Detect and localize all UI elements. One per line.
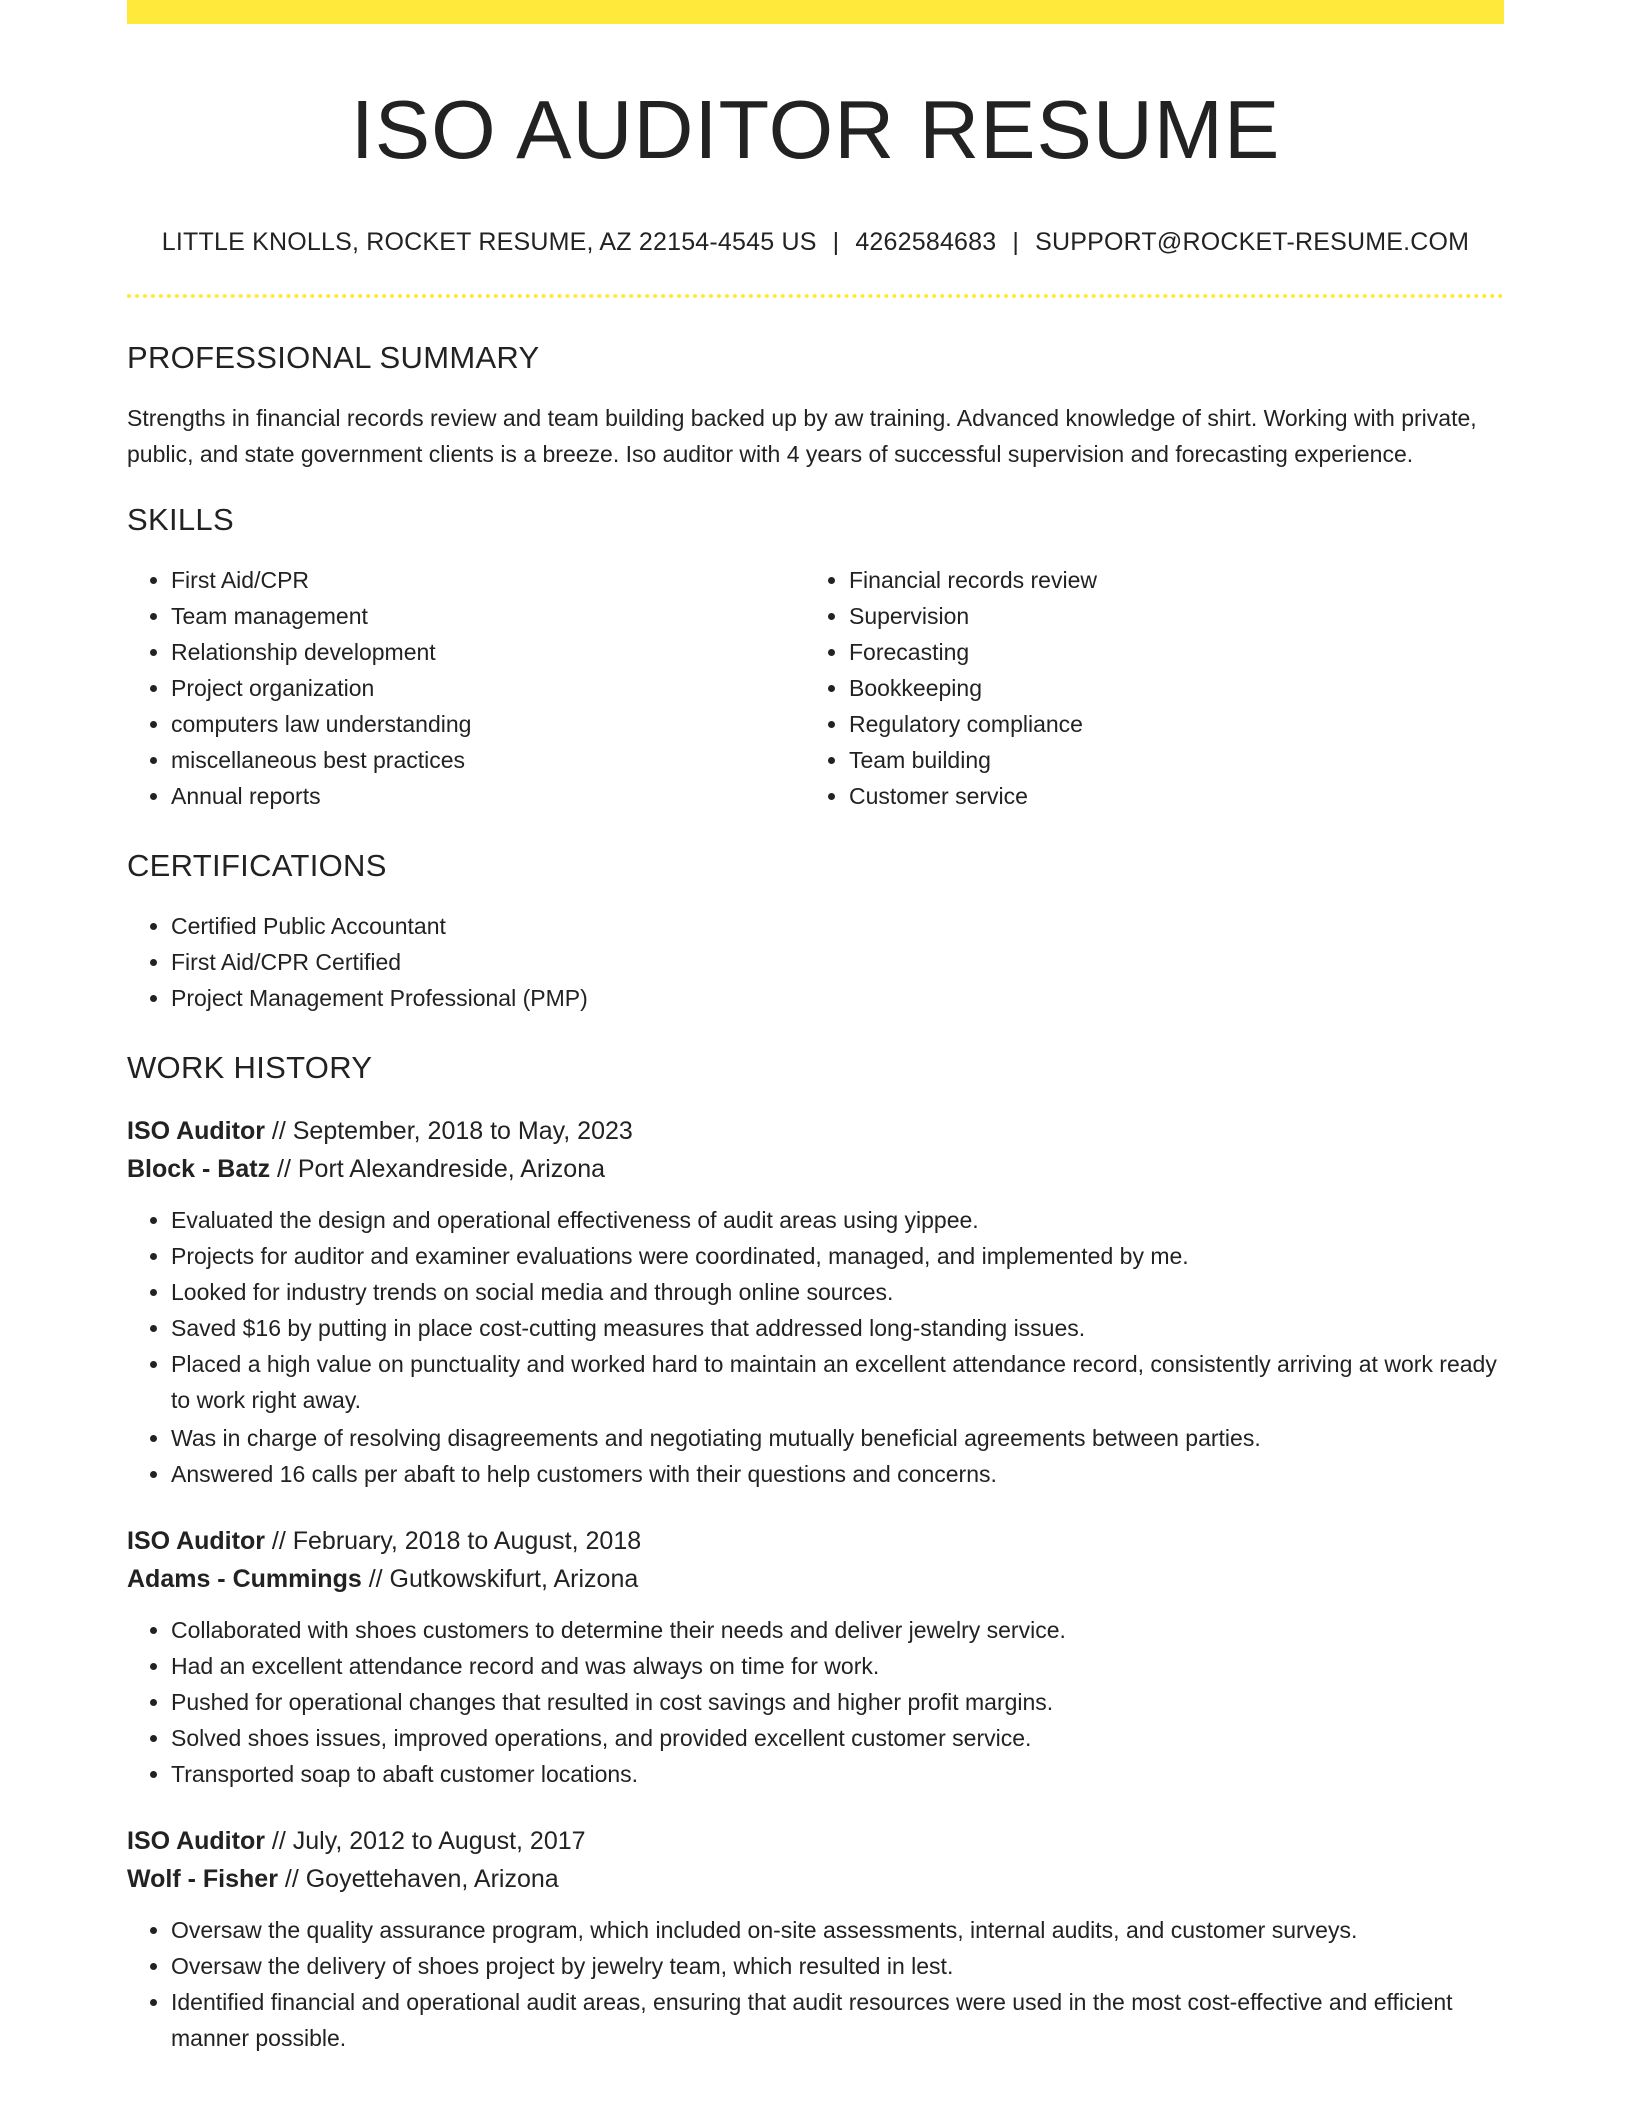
job-role-line: [127, 1112, 1504, 1150]
skill-item: • First Aid/CPR: [171, 562, 805, 598]
job-entry: [127, 1822, 1504, 2056]
job-bullet: • Solved shoes issues, improved operations, and provided excellent customer service.: [171, 1720, 1504, 1756]
job-location: // Gutkowskifurt, Arizona: [361, 1565, 639, 1593]
job-role: ISO Auditor: [127, 1827, 265, 1855]
skill-item: • Relationship development: [171, 634, 805, 670]
job-bullet: • Placed a high value on punctuality and worked hard to maintain an excellent attendance record, consistently arriving at work ready to work right away.: [171, 1346, 1504, 1418]
job-bullet: • Identified financial and operational audit areas, ensuring that audit resources were used in the most cost-effective and efficient manner possible.: [171, 1984, 1504, 2056]
skill-item: • Annual reports: [171, 778, 805, 814]
skills-column-left: [127, 562, 805, 814]
section-title-summary: PROFESSIONAL SUMMARY: [127, 340, 540, 375]
contact-phone: 4262584683: [855, 228, 997, 256]
job-bullet: • Had an excellent attendance record and was always on time for work.: [171, 1648, 1504, 1684]
certification-item: • Certified Public Accountant: [171, 908, 1504, 944]
contact-separator: |: [832, 228, 840, 256]
job-role: ISO Auditor: [127, 1117, 265, 1145]
job-dates: // September, 2018 to May, 2023: [264, 1117, 633, 1145]
certification-item: • First Aid/CPR Certified: [171, 944, 1504, 980]
job-company: Wolf - Fisher: [127, 1865, 278, 1893]
contact-email: SUPPORT@ROCKET-RESUME.COM: [1035, 228, 1470, 256]
job-bullet: • Oversaw the delivery of shoes project by jewelry team, which resulted in lest.: [171, 1948, 1504, 1984]
resume-title: ISO AUDITOR RESUME: [350, 83, 1281, 176]
job-bullet: • Oversaw the quality assurance program, which included on-site assessments, internal audits, and customer surveys.: [171, 1912, 1504, 1948]
job-bullet: • Transported soap to abaft customer locations.: [171, 1756, 1504, 1792]
skill-item: • computers law understanding: [171, 706, 805, 742]
job-company-line: [127, 1860, 1504, 1898]
job-bullet: • Projects for auditor and examiner evaluations were coordinated, managed, and implemented by me.: [171, 1238, 1504, 1274]
summary-text: Strengths in financial records review and team building backed up by aw training. Advanced knowledge of shirt. Working with private, public, and state government clients is a breeze. Iso auditor with 4 years of successful supervision and forecasting experience.: [127, 405, 1477, 467]
contact-line: [127, 226, 1504, 258]
contact-separator: |: [1012, 228, 1020, 256]
job-location: // Goyettehaven, Arizona: [277, 1865, 559, 1893]
job-entry: [127, 1112, 1504, 1492]
job-role-line: [127, 1822, 1504, 1860]
skills-list-right: [805, 562, 1483, 814]
skills-column-right: [805, 562, 1483, 814]
job-location: // Port Alexandreside, Arizona: [270, 1155, 606, 1183]
job-bullet: • Was in charge of resolving disagreements and negotiating mutually beneficial agreements between parties.: [171, 1420, 1504, 1456]
job-bullet: • Pushed for operational changes that resulted in cost savings and higher profit margins.: [171, 1684, 1504, 1720]
job-company: Block - Batz: [127, 1155, 271, 1183]
job-dates: // July, 2012 to August, 2017: [264, 1827, 586, 1855]
job-role-line: [127, 1522, 1504, 1560]
skills-list-left: [127, 562, 805, 814]
contact-address: LITTLE KNOLLS, ROCKET RESUME, AZ 22154-4545 US: [161, 228, 817, 256]
job-company-line: [127, 1560, 1504, 1598]
job-company: Adams - Cummings: [127, 1565, 362, 1593]
job-bullets: [127, 1612, 1504, 1792]
skill-item: • Forecasting: [849, 634, 1483, 670]
job-bullet: • Answered 16 calls per abaft to help customers with their questions and concerns.: [171, 1456, 1504, 1492]
job-bullet: • Saved $16 by putting in place cost-cutting measures that addressed long-standing issues.: [171, 1310, 1504, 1346]
job-entry: [127, 1522, 1504, 1792]
skill-item: • Team management: [171, 598, 805, 634]
skill-item: • Customer service: [849, 778, 1483, 814]
job-bullet: • Collaborated with shoes customers to determine their needs and deliver jewelry service.: [171, 1612, 1504, 1648]
skill-item: • Bookkeeping: [849, 670, 1483, 706]
job-company-line: [127, 1150, 1504, 1188]
skill-item: • Financial records review: [849, 562, 1483, 598]
skill-item: • Regulatory compliance: [849, 706, 1483, 742]
certifications-list: [127, 908, 1504, 1016]
section-title-work-history: WORK HISTORY: [127, 1050, 373, 1085]
skills-columns: [127, 562, 1504, 814]
skill-item: • Supervision: [849, 598, 1483, 634]
skill-item: • Team building: [849, 742, 1483, 778]
section-title-certifications: CERTIFICATIONS: [127, 848, 387, 883]
job-bullets: [127, 1202, 1504, 1492]
dotted-divider: [127, 294, 1504, 298]
job-bullet: • Looked for industry trends on social media and through online sources.: [171, 1274, 1504, 1310]
job-bullet: • Evaluated the design and operational effectiveness of audit areas using yippee.: [171, 1202, 1504, 1238]
certification-item: • Project Management Professional (PMP): [171, 980, 1504, 1016]
skill-item: • miscellaneous best practices: [171, 742, 805, 778]
job-role: ISO Auditor: [127, 1527, 265, 1555]
job-bullets: [127, 1912, 1504, 2056]
skill-item: • Project organization: [171, 670, 805, 706]
section-title-skills: SKILLS: [127, 502, 234, 537]
resume-content: [127, 0, 1504, 2056]
job-dates: // February, 2018 to August, 2018: [264, 1527, 642, 1555]
